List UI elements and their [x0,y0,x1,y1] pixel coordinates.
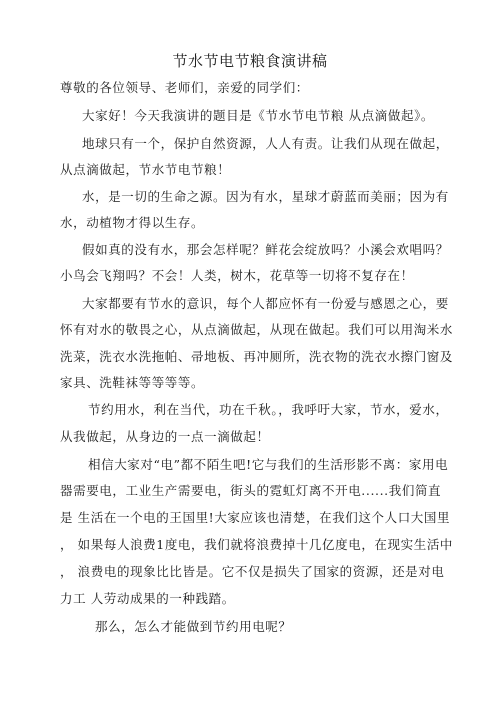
body-line: 器需要电，工业生产需要电，街头的霓虹灯离不开电......我们简直 [60,483,442,498]
body-line: 假如真的没有水，那会怎样呢？鲜花会绽放吗？小溪会欢唱吗？ [82,242,449,257]
body-line: 是 生活在一个电的王国里!大家应该也清楚，在我们这个人口大国里 [60,510,451,525]
body-line: ， 浪费电的现象比比皆是。它不仅是损失了国家的资源，还是对电 [60,564,445,579]
body-line: 洗菜，洗衣水洗拖帕、帚地板、再冲厕所，洗衣物的洗衣水擦门窗及 [60,349,454,364]
body-line: 大家好！今天我演讲的题目是《节水节电节粮 从点滴做起》。 [82,108,435,123]
body-line: 那么，怎么才能做到节约用电呢？ [95,619,292,634]
body-line: 水，是一切的生命之源。因为有水，星球才蔚蓝而美丽；因为有 [82,189,449,204]
body-line: 节约用水，利在当代，功在千秋。，我呼吁大家，节水，爱水， [88,402,449,417]
document-title: 节水节电节粮食演讲稿 [172,52,328,70]
body-line: 从我做起，从身边的一点一滴做起！ [60,429,270,444]
body-line: 大家都要有节水的意识，每个人都应怀有一份爱与感恩之心，要 [82,296,449,311]
body-line: 力工 人劳动成果的一种践踏。 [60,591,235,606]
body-line: 家具、洗鞋袜等等等等。 [60,375,205,390]
body-line: 水，动植物才得以生存。 [60,215,205,230]
body-line: 怀有对水的敬畏之心，从点滴做起，从现在做起。我们可以用淘米水 [60,322,454,337]
body-line: 从点滴做起，节水节电节粮！ [60,162,231,177]
body-line: 地球只有一个，保护自然资源，人人有责。让我们从现在做起， [82,136,449,151]
body-line: 小鸟会飞翔吗？不会！人类，树木，花草等一切将不复存在！ [60,268,414,283]
body-line: ， 如果每人浪费1度电，我们就将浪费掉十几亿度电，在现实生活中 [60,537,454,552]
salutation-line: 尊敬的各位领导、老师们，亲爱的同学们： [60,80,309,95]
body-line: 相信大家对“电”都不陌生吧!它与我们的生活形影不离：家用电 [88,457,449,472]
